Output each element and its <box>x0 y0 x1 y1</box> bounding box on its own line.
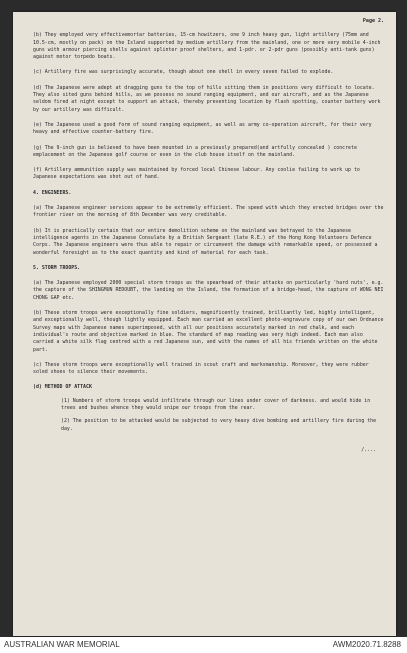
engineers-section <box>33 205 384 257</box>
heading-engineers: 4. ENGINEERS. <box>33 189 72 196</box>
engineers-paragraph-a: (a) The Japanese engineer services appear to be extremely efficient. The speed with which they erected bridges over the frontier river on the morning of 8th December was very creditable. <box>33 205 384 219</box>
continuation-mark: /.... <box>361 446 376 453</box>
paragraph-d: (d) The Japanese were adept at dragging guns to the top of hills sitting them in positions very difficult to locate. They also sited guns behind hills, as we possess no sound ranging equipment, and our aircraft, and as the Japanese seldom fired at night except to support an attack, thereby preventing location by flash spotting, counter battery work by our artillery was difficult. <box>33 84 381 113</box>
paragraph-e: (e) The Japanese used a good form of sound ranging equipment, as well as army co-operation aircraft, for their very heavy and effective counter-battery fire. <box>33 121 372 136</box>
paragraph-g: (g) The 9-inch gun is believed to have been mounted in a previously prepared(and artfully concealed ) concrete emplacement on the Japanese golf course or even in the club house itself on the mainland. <box>33 144 357 158</box>
artillery-section <box>33 32 384 181</box>
storm-paragraph-b: (b) These storm troops were exceptionally fine soldiers, magnificently trained, brilliantly led, highly intelligent, and exceptionally well, though lightly equipped. Each man carried an excellent photo-engravure copy of our own Ordnance Survey maps with Japanese names superimposed, with all our positions accurately marked in red chalk, and each individual's route and objective marked in blue. The standard of map reading was very high indeed. Each man also carried a white silk flag centred with a red Japanese sun, and with the names of all his friends written on the white part. <box>33 310 384 353</box>
document-page <box>13 12 396 636</box>
storm-troops-section <box>33 280 384 376</box>
heading-method-of-attack: (d) METHOD OF ATTACK <box>33 384 92 391</box>
page-content <box>33 18 384 454</box>
attack-item-2: (2) The position to be attacked would be subjected to very heavy dive bombing and artillery fire during the day. <box>61 418 377 432</box>
paragraph-c: (c) Artillery fire was surprisingly accurate, though about one shell in every seven failed to explode. <box>33 69 334 76</box>
storm-paragraph-c: (c) These storm troops were exceptionally well trained in scout craft and marksmanship. Moreover, they were rubber soled shoes to silence their movements. <box>33 361 369 376</box>
paragraph-f: (f) Artillery ammunition supply was maintained by forced local Chinese labour. Any coolie failing to work up to Japanese expectations was shot out of hand. <box>33 167 360 181</box>
footer-institution: AUSTRALIAN WAR MEMORIAL <box>4 640 120 649</box>
paragraph-b: (b) They employed very effectivemortar batteries, 15-cm howitzers, one 9 inch heavy gun, light artillery (75mm and 10.5-cm, mostly on pack) on the Island supported by medium artillery from the mainland, one or more very mobile 4-inch guns with armour piercing shells against splinter proof shelters, and 1-pdr. or 2-pdr guns (possibly anti-tank guns) against motor torpedo boats. <box>33 32 381 61</box>
heading-storm-troops: 5. STORM TROOPS. <box>33 264 81 271</box>
engineers-paragraph-b: (b) It is practically certain that our entire demolition scheme on the mainland was betrayed to the Japanese intelligence agents in the Japanese Consulate by a British Sergeant (late R.E.) of the Hong Kong Volunteers Defence Corps. The Japanese engineers were thus able to repair or circumvent the damage with remarkable speed, or possessed a wonderful foresight as to the exact quantity and kind of material for each task. <box>33 227 378 256</box>
attack-item-1: (1) Numbers of storm troops would infiltrate through our lines under cover of darkness. and would hide in trees and bushes whence they would snipe our troops from the rear. <box>61 397 371 411</box>
storm-paragraph-a: (a) The Japanese employed 2000 special storm troops as the spearhead of their attacks on particularly 'hard nuts', e.g. the capture of the SHINGMUN REDOUBT, the landing on the Island, the formation of a bridge-head, the capture of WONG NEI CHONG GAP etc. <box>33 280 384 301</box>
footer-bar <box>0 637 407 653</box>
footer-accession-number: AWM2020.71.8288 <box>332 640 401 649</box>
page-number: Page 2. <box>362 18 384 24</box>
